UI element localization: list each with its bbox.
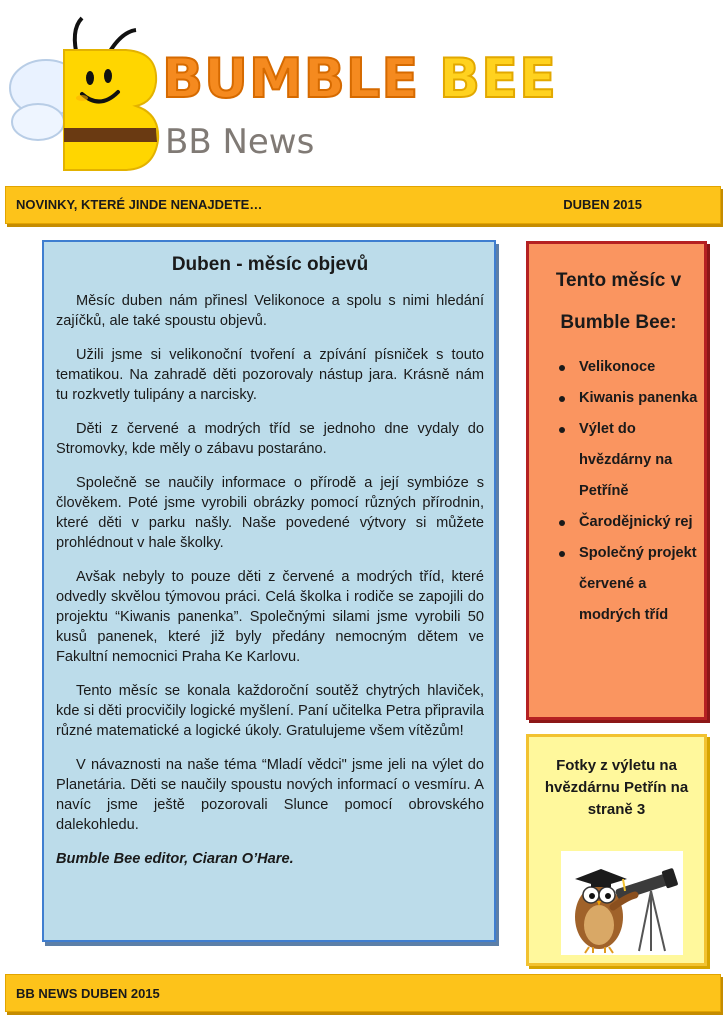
list-item-text: Velikonoce xyxy=(579,359,656,375)
photo-caption: Fotky z výletu na hvězdárnu Petřín na straně 3 xyxy=(544,757,689,818)
list-item xyxy=(539,352,698,383)
bullet-icon xyxy=(559,365,565,371)
article-paragraph: Užili jsme si velikonoční tvoření a zpívání písniček s touto tematikou. Na zahradě děti pozorovaly nástup jara. Krásně nám tu rozkvetly tulipány a narcisky. xyxy=(56,346,484,403)
top-banner xyxy=(5,186,721,224)
brand-subtitle: BB News xyxy=(165,122,315,162)
bullet-icon xyxy=(559,427,565,433)
list-item-text: Výlet do hvězdárny na Petříně xyxy=(579,421,673,499)
bullet-icon xyxy=(559,551,565,557)
brand-title xyxy=(162,47,557,110)
brand-title-word1: BUMBLE xyxy=(162,47,420,110)
list-item-text: Kiwanis panenka xyxy=(579,390,698,406)
this-month-title-line2: Bumble Bee: xyxy=(560,312,677,333)
list-item xyxy=(539,538,698,631)
top-banner-date: DUBEN 2015 xyxy=(563,197,642,212)
bee-mascot-icon xyxy=(8,10,168,175)
footer-text: BB NEWS DUBEN 2015 xyxy=(16,986,160,1001)
this-month-title-line1: Tento měsíc v xyxy=(555,270,682,291)
article-title: Duben - měsíc objevů xyxy=(171,254,369,275)
article-paragraph: Tento měsíc se konala každoroční soutěž chytrých hlaviček, kde si děti procvičily logické myšlení. Paní učitelka Petra připravila různé matematické a logické úkoly. Gratulujeme všem vítězům! xyxy=(56,682,484,739)
list-item xyxy=(539,507,698,538)
list-item xyxy=(539,383,698,414)
main-article xyxy=(42,240,496,942)
article-paragraph: Avšak nebyly to pouze děti z červené a modrých tříd, které odvedly skvělou týmovou práci. Celá školka i rodiče se zapojili do projektu “Kiwanis panenka”. Společnými silami jsme vyrobili 50 kusů panenek, které již byly předány nemocným dětem ve Fakultní nemocnici Praha Ke Karlovu. xyxy=(56,568,484,665)
footer-banner xyxy=(5,974,721,1012)
article-paragraph: V návaznosti na naše téma “Mladí vědci" jsme jeli na výlet do Planetária. Děti se naučily spoustu nových informací o vesmíru. A navíc jsme ještě pozorovali Slunce pomocí obrovského dalekohledu. xyxy=(56,756,484,833)
this-month-box xyxy=(526,241,707,720)
this-month-title xyxy=(539,260,698,344)
article-signature: Bumble Bee editor, Ciaran O’Hare. xyxy=(56,850,294,867)
top-banner-tagline: NOVINKY, KTERÉ JINDE NENAJDETE… xyxy=(16,197,263,212)
this-month-list xyxy=(539,352,698,631)
article-paragraph: Měsíc duben nám přinesl Velikonoce a spolu s nimi hledání zajíčků, ale také spoustu objevů. xyxy=(56,292,484,329)
list-item-text: Společný projekt červené a modrých tříd xyxy=(579,545,697,623)
bullet-icon xyxy=(559,396,565,402)
photo-box xyxy=(526,734,707,966)
article-paragraph: Děti z červené a modrých tříd se jednoho dne vydaly do Stromovky, kde měly o zábavu postaráno. xyxy=(56,420,484,457)
bullet-icon xyxy=(559,520,565,526)
brand-title-word2: BEE xyxy=(439,47,557,110)
list-item xyxy=(539,414,698,507)
owl-telescope-icon xyxy=(561,851,683,955)
list-item-text: Čarodějnický rej xyxy=(579,514,693,530)
article-paragraph: Společně se naučily informace o přírodě a její symbióze s člověkem. Poté jsme vyrobili obrázky pomocí různých přírodnin, které děti v parku našly. Naše povedené výtvory si můžete prohlédnout v hale školky. xyxy=(56,474,484,551)
